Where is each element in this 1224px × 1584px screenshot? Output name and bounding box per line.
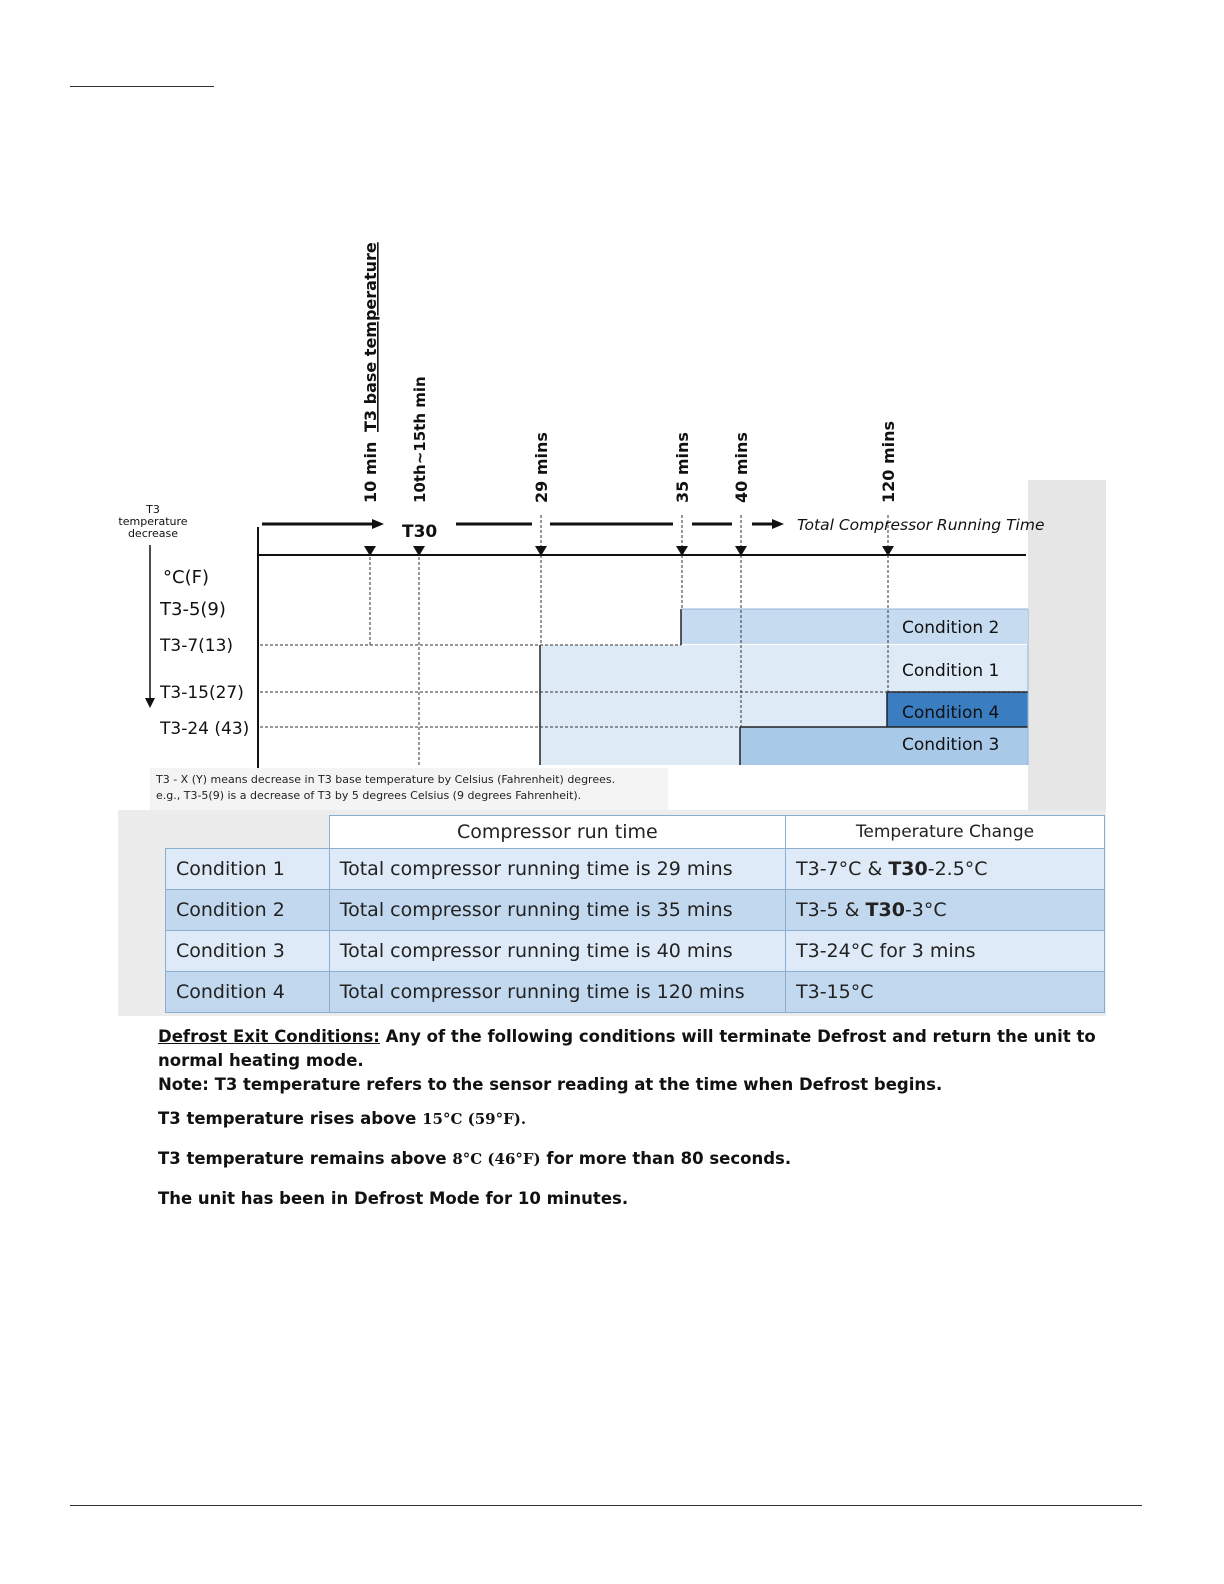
exit-item-1-value: 15°C (59°F). <box>422 1110 527 1128</box>
exit-intro-text: Any of the following conditions will terminate Defrost and return the unit to normal heating mode. <box>158 1027 1096 1070</box>
label-120-mins: 120 mins <box>879 420 898 503</box>
table-header-temperature: Temperature Change <box>786 816 1105 849</box>
exit-item-1 <box>158 1107 1098 1131</box>
notation-note <box>150 768 668 810</box>
bottom-rule <box>70 1505 1142 1506</box>
temperature-change-cell <box>786 849 1105 890</box>
exit-item-2-text: T3 temperature remains above <box>158 1149 453 1168</box>
table-header-blank <box>166 816 330 849</box>
temp-part-a: T3-24°C for 3 mins <box>796 940 976 962</box>
exit-intro <box>158 1025 1098 1073</box>
temp-part-a: T3-5 & <box>796 899 866 921</box>
condition-3-label: Condition 3 <box>902 735 1000 755</box>
level-t3-5: T3-5(9) <box>160 599 226 620</box>
y-axis-title-t3: T3 <box>146 503 160 516</box>
table-header-row <box>166 816 1105 849</box>
exit-item-1-text: T3 temperature rises above <box>158 1109 423 1128</box>
temperature-change-cell <box>786 890 1105 931</box>
temp-part-bold: T30 <box>865 899 905 921</box>
exit-item-2 <box>158 1147 1098 1171</box>
runtime-cell: Total compressor running time is 120 mins <box>329 972 785 1013</box>
temp-part-a: T3-7°C & <box>796 858 889 880</box>
temperature-arrow-head <box>145 698 155 708</box>
label-29-mins: 29 mins <box>532 432 551 503</box>
t30-label: T30 <box>402 522 438 542</box>
timeline-arrowhead-2 <box>772 519 784 529</box>
condition-2-label: Condition 2 <box>902 618 1000 638</box>
defrost-exit-conditions <box>158 1025 1098 1211</box>
y-axis-title-temperature: temperature <box>118 515 188 528</box>
condition-name: Condition 4 <box>166 972 330 1013</box>
label-10-15-min: 10th~15th min <box>411 376 429 503</box>
condition-name: Condition 2 <box>166 890 330 931</box>
y-axis-title-decrease: decrease <box>127 527 179 540</box>
temp-part-a: T3-15°C <box>796 981 874 1003</box>
exit-note: Note: T3 temperature refers to the sensor reading at the time when Defrost begins. <box>158 1075 943 1094</box>
label-40-mins: 40 mins <box>732 432 751 503</box>
runtime-cell: Total compressor running time is 35 mins <box>329 890 785 931</box>
condition-name: Condition 1 <box>166 849 330 890</box>
table-row <box>166 849 1105 890</box>
temp-part-bold: T30 <box>888 858 928 880</box>
exit-item-2-value: 8°C (46°F) <box>452 1150 541 1168</box>
table-header-runtime: Compressor run time <box>329 816 785 849</box>
label-t3-base-temperature: T3 base temperature <box>361 242 380 432</box>
table-row <box>166 931 1105 972</box>
notation-note-line-1: T3 - X (Y) means decrease in T3 base temperature by Celsius (Fahrenheit) degrees. <box>156 773 616 786</box>
condition-4-label: Condition 4 <box>902 703 1000 723</box>
temperature-change-cell <box>786 972 1105 1013</box>
level-t3-24: T3-24 (43) <box>160 719 250 739</box>
runtime-cell: Total compressor running time is 40 mins <box>329 931 785 972</box>
conditions-table <box>165 815 1105 1013</box>
notation-note-line-2: e.g., T3-5(9) is a decrease of T3 by 5 degrees Celsius (9 degrees Fahrenheit). <box>156 789 582 802</box>
temp-part-b: -3°C <box>904 899 947 921</box>
exit-heading: Defrost Exit Conditions: <box>158 1027 380 1046</box>
runtime-cell: Total compressor running time is 29 mins <box>329 849 785 890</box>
condition-name: Condition 3 <box>166 931 330 972</box>
level-t3-15: T3-15(27) <box>160 683 244 703</box>
temperature-change-cell <box>786 931 1105 972</box>
label-35-mins: 35 mins <box>673 432 692 503</box>
temp-part-b: -2.5°C <box>927 858 988 880</box>
table-row <box>166 890 1105 931</box>
running-time-axis-title: Total Compressor Running Time <box>797 516 1045 534</box>
label-10-min: 10 min <box>361 441 380 503</box>
condition-1-label: Condition 1 <box>902 661 1000 681</box>
exit-item-3: The unit has been in Defrost Mode for 10 minutes. <box>158 1189 629 1208</box>
exit-item-2-tail: for more than 80 seconds. <box>540 1149 792 1168</box>
table-row <box>166 972 1105 1013</box>
timeline-arrowhead-1 <box>372 519 384 529</box>
level-t3-7: T3-7(13) <box>160 636 234 656</box>
unit-label: °C(F) <box>163 567 209 588</box>
